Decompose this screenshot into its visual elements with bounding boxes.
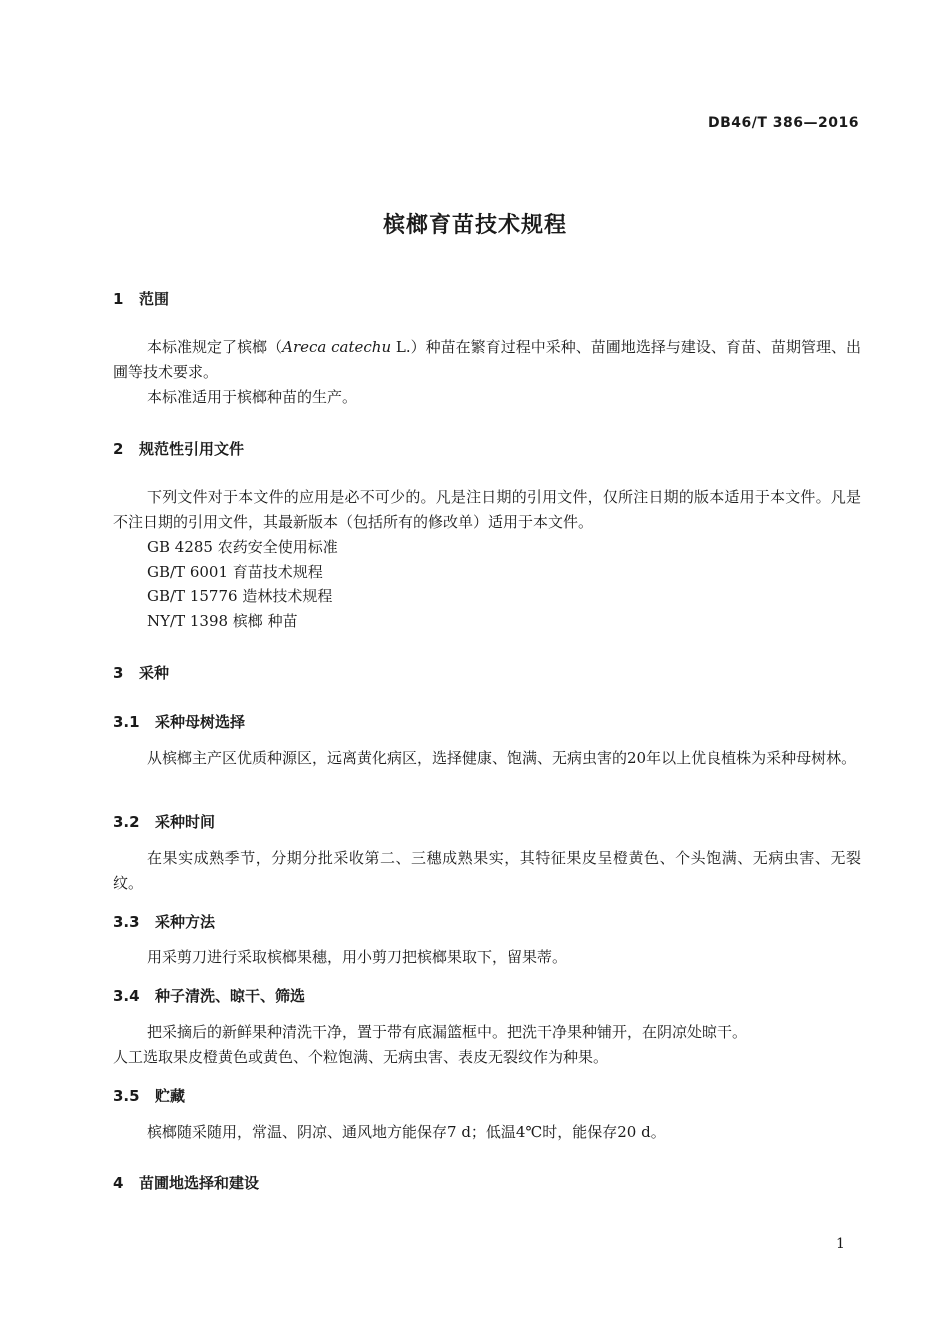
section-title: 采种 [139,664,170,682]
subsection-3-4-text-1: 把采摘后的新鲜果种清洗干净，置于带有底漏篮框中。把洗干净果种铺开，在阴凉处晾干。 [147,1023,748,1041]
subsection-title: 采种时间 [155,813,216,831]
subsection-title: 采种母树选择 [155,713,246,731]
subsection-3-1-heading [113,711,245,732]
section-1-paragraph-2: 本标准适用于槟榔种苗的生产。 [147,388,358,406]
subsection-3-5-text: 槟榔随采随用，常温、阴凉、通风地方能保存7 d；低温4℃时，能保存20 d。 [147,1123,666,1141]
section-title: 规范性引用文件 [139,440,245,458]
section-number: 1 [113,290,124,308]
reference-item: GB 4285 农药安全使用标准 [147,538,338,556]
section-number: 2 [113,440,124,458]
section-4-heading [113,1172,259,1193]
section-number: 3 [113,664,124,682]
section-title: 范围 [139,290,170,308]
section-2-heading [113,438,244,459]
subsection-title: 种子清洗、晾干、筛选 [155,987,306,1005]
species-name: Areca catechu [282,338,392,356]
subsection-number: 3.3 [113,913,140,931]
reference-item: GB/T 6001 育苗技术规程 [147,563,323,581]
document-code: DB46/T 386—2016 [708,115,859,131]
page-number: 1 [836,1236,845,1252]
subsection-number: 3.1 [113,713,140,731]
subsection-title: 采种方法 [155,913,216,931]
subsection-title: 贮藏 [155,1087,186,1105]
subsection-3-2-text: 在果实成熟季节，分期分批采收第二、三穗成熟果实，其特征果皮呈橙黄色、个头饱满、无病虫害、无裂纹。 [113,849,861,892]
section-3-heading [113,662,169,683]
page-title: 槟榔育苗技术规程 [382,213,567,238]
subsection-3-3-heading [113,911,215,932]
section-1-paragraph-1: 本标准规定了槟榔（Areca catechu L.）种苗在繁育过程中采种、苗圃地选择与建设、育苗、苗期管理、出圃等技术要求。 [113,338,861,381]
section-1-heading [113,288,169,309]
subsection-number: 3.4 [113,987,140,1005]
subsection-3-4-heading [113,985,305,1006]
subsection-3-4-text-2: 人工选取果皮橙黄色或黄色、个粒饱满、无病虫害、表皮无裂纹作为种果。 [113,1048,609,1066]
subsection-3-3-text: 用采剪刀进行采取槟榔果穗，用小剪刀把槟榔果取下，留果蒂。 [147,948,568,966]
subsection-3-2-heading [113,811,215,832]
section-2-paragraph-1: 下列文件对于本文件的应用是必不可少的。凡是注日期的引用文件，仅所注日期的版本适用于本文件。凡是不注日期的引用文件，其最新版本（包括所有的修改单）适用于本文件。 [113,488,861,531]
section-number: 4 [113,1174,124,1192]
reference-item: GB/T 15776 造林技术规程 [147,587,333,605]
subsection-number: 3.5 [113,1087,140,1105]
reference-item: NY/T 1398 槟榔 种苗 [147,612,298,630]
subsection-3-1-text: 从槟榔主产区优质种源区，远离黄化病区，选择健康、饱满、无病虫害的20年以上优良植株为采种母树林。 [147,749,857,767]
subsection-3-5-heading [113,1085,185,1106]
section-title: 苗圃地选择和建设 [139,1174,260,1192]
subsection-number: 3.2 [113,813,140,831]
